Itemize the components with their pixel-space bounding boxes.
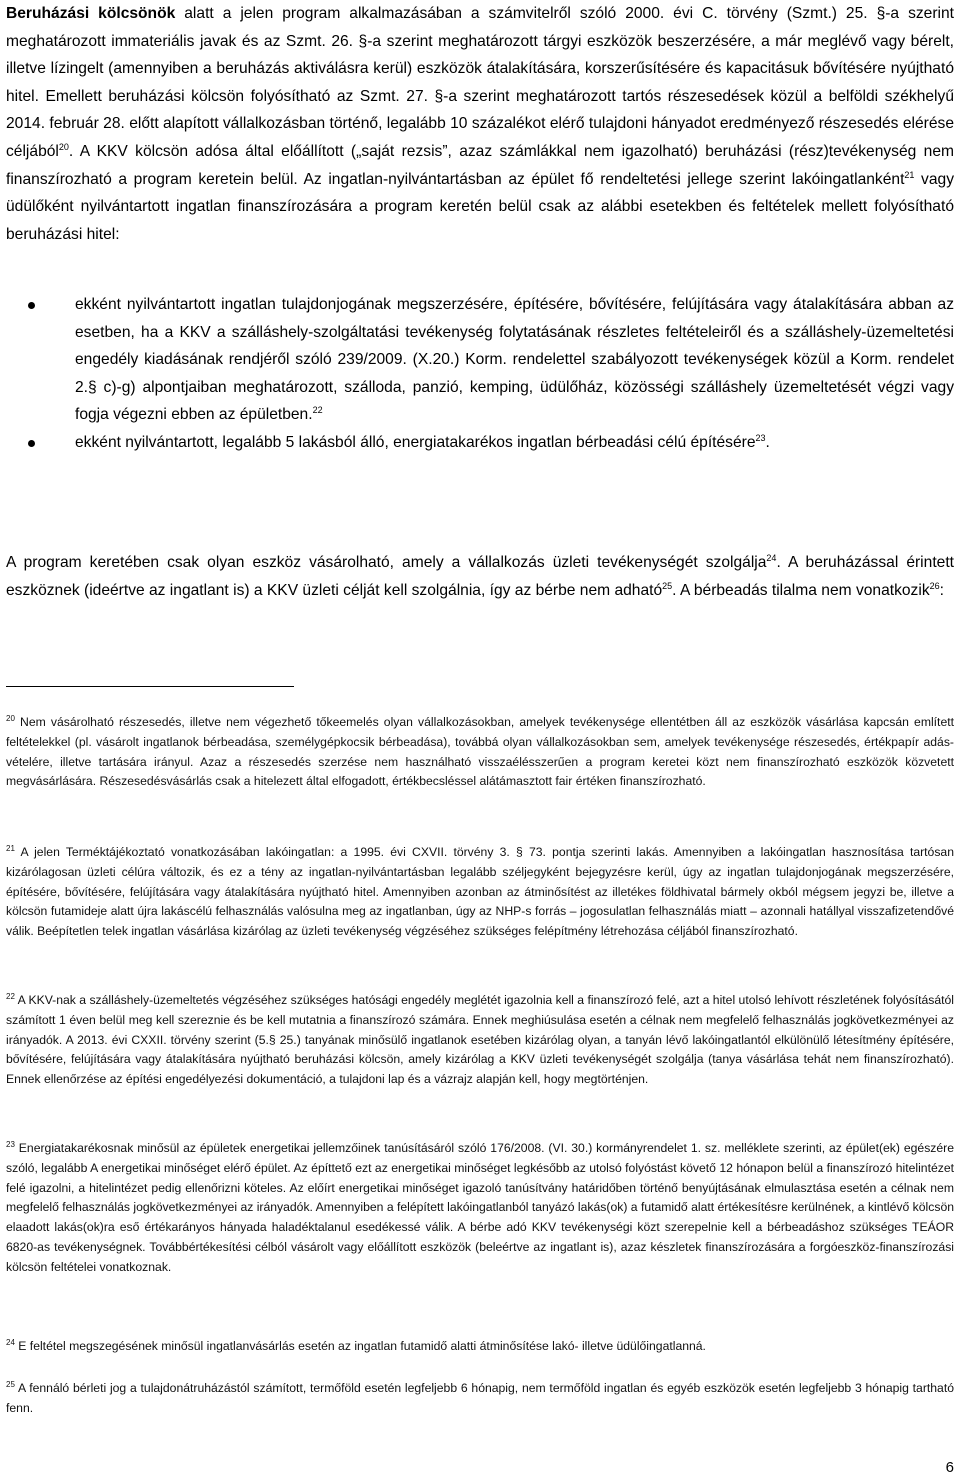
bullet-icon [28,440,35,447]
footnote-23 [6,1139,954,1278]
footnote-number: 22 [6,992,15,1001]
footnote-ref-20[interactable]: 20 [58,141,69,152]
footnote-ref-22[interactable]: 22 [312,405,323,416]
intro-text-2: . A KKV kölcsön adósa által előállított („saját rezsis”, azaz számlákkal nem igazolható) beruházási (rész)tevékenység nem finanszírozható a program keretein belül. Az ingatlan-nyilvántartásban az épület fő rendeltetési jellege szerint lakóingatlanként [6,142,954,188]
footnote-ref-26[interactable]: 26 [929,580,940,591]
intro-text-3: vagy üdülőként nyilvántartott ingatlan finanszírozására a program keretén belül csak az alábbi esetekben és feltételek mellett folyósítható beruházási hitel: [6,170,954,243]
asset-paragraph [6,549,954,604]
footnote-ref-25[interactable]: 25 [662,580,673,591]
term-beruhazasi-kolcsonok: Beruházási kölcsönök [6,5,176,22]
list-item [6,429,954,457]
footnote-text: A fennáló bérleti jog a tulajdonátruházástól számított, termőföld esetén legfeljebb 6 hónapig, nem termőföld ingatlan és egyéb eszközök esetén legfeljebb 3 hónapig tartható fenn. [6,1381,954,1415]
footnote-number: 21 [6,844,15,853]
footnote-21 [6,843,954,942]
asset-text-2: . A beruházással érintett eszköznek (ideértve az ingatlant is) a KKV üzleti célját kell szolgálnia, így az bérbe nem adható [6,554,954,599]
footnote-text: Nem vásárolható részesedés, illetve nem végezhető tőkeemelés olyan vállalkozásokban, amelyek tevékenysége ellentétben áll az eszközök vásárlása kapcsán említett feltételekkel (pl. vásárolt ingatlanok bérbeadása, személygépkocsik bérbeadása), továbbá olyan vállalkozásokban sem, amelyek tevékenysége részesedés, értékpapír adás-vételére, illetve tartására irányul. Azaz a részesedés szerzése nem használható visszaélésszerűen a program keretei közt nem finanszírozható eszközök közvetett megvásárlására. Részesedésvásárlás csak a hitelezett által elfogadott, értékbecsléssel alátámasztott fair értéken finanszírozható. [6,715,954,789]
page-number: 6 [945,1459,954,1476]
footnote-text: Energiatakarékosnak minősül az épületek energetikai jellemzőinek tanúsításáról szóló 176/2008. (VI. 30.) kormányrendelet 1. sz. melléklete szerinti, az épület(ek) egészére szóló, legalább A energetikai minőséget elérő épület. Az építtető ezt az energetikai minőséget legkésőbb az utolsó folyóstást követő 12 hónapon belül a finanszírozó hitelintézet felé igazolni, a hitelintézet pedig ellenőrizni köteles. Az előírt energetikai minőséget igazoló tanúsítvány határidőben történő benyújtásának elmulasztása esetén a célnak nem megfelelő felhasználás jogkövetkezményei az irányadók. Amennyiben a felépített lakóingatlanból tanyázó lakás(ok) a futamidő alatt értékesítésre kerülnének, a kintlévő kölcsön elaadott lakás(ok)ra eső értékarányos hányada haladéktalanul esedékessé válik. A bérbe adó KKV tevékenységi közt szerepelnie kell a bérbeadáshoz szükséges TEÁOR 6820-as tevékenységnek. Továbbértékesítési célból vásárolt vagy előállított eszközök (beleértve az ingatlant is), azaz készletek finanszírozására a forgóeszköz-finanszírozási kölcsön feltételei vonatkoznak. [6,1141,954,1274]
footnote-22 [6,991,954,1090]
list-item [6,291,954,429]
bullet-icon [28,302,35,309]
footnote-text: A KKV-nak a szálláshely-üzemeltetés végzéséhez szükséges hatósági engedély meglétét igazolnia kell a finanszírozó felé, azt a hitel utolsó lehívott részletének folyósításától számított 1 éven belül meg kell szereznie és be kell mutatnia a finanszírozó számára. Ennek meghiúsulása esetén a célnak nem megfelelő felhasználás jogkövetkezményei az irányadók. A 2013. évi CXXII. törvény szerint (5.§ 25.) tanyának minősülő ingatlanok esetében kizárólag olyan, a tanyán lévő lakóingatlantól elkülönülő létesítmény építésére, bővítésére, felújítására vagy átalakítására nyújtható beruházási kölcsön, amely kizárólag a KKV üzleti tevékenységét szolgálja (tanya vásárlása tehát nem finanszírozható). Ennek ellenőrzése az építési engedélyezési dokumentáció, a tulajdoni lap és a vázrajz alapján kell, hogy megtörténjen. [6,993,954,1087]
footnote-number: 23 [6,1140,15,1149]
footnote-text: A jelen Terméktájékoztató vonatkozásában lakóingatlan: a 1995. évi CXVII. törvény 3. § 73. pontja szerinti lakás. Amennyiben a lakóingatlan hasznosítása tartósan kizárólagosan üzleti célúra változik, és ez a tény az ingatlan-nyilvántartásban legalább széljegyként bejegyzésre kerül, úgy az ingatlan tulajdonjogának megszerzésére, építésére, bővítésére, felújítására vagy átalakítására nyújtható hitel. Amennyiben azonban az átminősítést az illetékes földhivatal bármely okból mégsem jegyzi be, illetve a kölcsön futamideje alatt újra lakáscélú felhasználás valósulna meg az ingatlanban, úgy az NHP-s forrás – jogosulatlan felhasználás miatt – azonnali hatállyal visszafizetendővé válik. Beépítetlen telek ingatlan vásárlása kizárólag az üzleti tevékenység végzéséhez szükséges felépítmény létrehozása céljából finanszírozható. [6,845,954,939]
list-item-text: ekként nyilvántartott, legalább 5 lakásból álló, energiatakarékos ingatlan bérbeadási célú építésére [75,433,756,451]
footnote-24 [6,1337,954,1357]
footnote-text: E feltétel megszegésének minősül ingatlanvásárlás esetén az ingatlan futamidő alatti átminősítése lakó- illetve üdülőingatlanná. [14,1339,706,1353]
intro-text-1: alatt a jelen program alkalmazásában a számvitelről szóló 2000. évi C. törvény (Szmt.) 25. §-a szerint meghatározott immateriális javak és az Szmt. 26. §-a szerint meghatározott tárgyi eszközök beszerzésére, a már meglévő vagy bérelt, illetve lízingelt (amennyiben a beruházás aktiválásra kerül) eszközök átalakítására, korszerűsítésére és kapacitásuk bővítésére nyújtható hitel. Emellett beruházási kölcsön folyósítható az Szmt. 27. §-a szerint meghatározott tartós részesedések közül a belföldi székhelyű 2014. február 28. előtt alapított vállalkozásban történő, legalább 10 százalékot elérő tulajdoni hányadot eredményező részesedés elérése céljából [6,5,954,160]
footnote-20 [6,713,954,792]
footnote-number: 20 [6,714,15,723]
footnote-ref-21[interactable]: 21 [904,169,915,180]
footnote-25 [6,1379,954,1419]
footnote-number: 25 [6,1380,15,1389]
footnote-ref-24[interactable]: 24 [766,553,777,563]
asset-text-1: A program keretében csak olyan eszköz vásárolható, amely a vállalkozás üzleti tevékenységét szolgálja [6,554,767,571]
conditions-list [6,291,954,457]
footnote-separator [6,686,294,687]
list-item-text: ekként nyilvántartott ingatlan tulajdonjogának megszerzésére, építésére, bővítésére, felújítására vagy átalakítására abban az esetben, ha a KKV a szálláshely-szolgáltatási tevékenység folytatásának részletes feltételeiről és a szálláshely-üzemeltetési engedély kiadásának rendjéről szóló 239/2009. (X.20.) Korm. rendelettel szabályozott tevékenységek közül a Korm. rendelet 2.§ c)-g) alpontjaiban meghatározott, szálloda, panzió, kemping, üdülőház, közösségi szálláshely üzemeltetését végzi vagy fogja végezni ebben az épületben. [75,296,954,424]
asset-text-4: : [939,581,944,599]
footnote-ref-23[interactable]: 23 [755,432,766,443]
footnote-number: 24 [6,1338,15,1347]
intro-paragraph [6,0,954,248]
list-item-tail: . [765,433,770,451]
asset-text-3: . A bérbeadás tilalma nem vonatkozik [672,581,930,599]
